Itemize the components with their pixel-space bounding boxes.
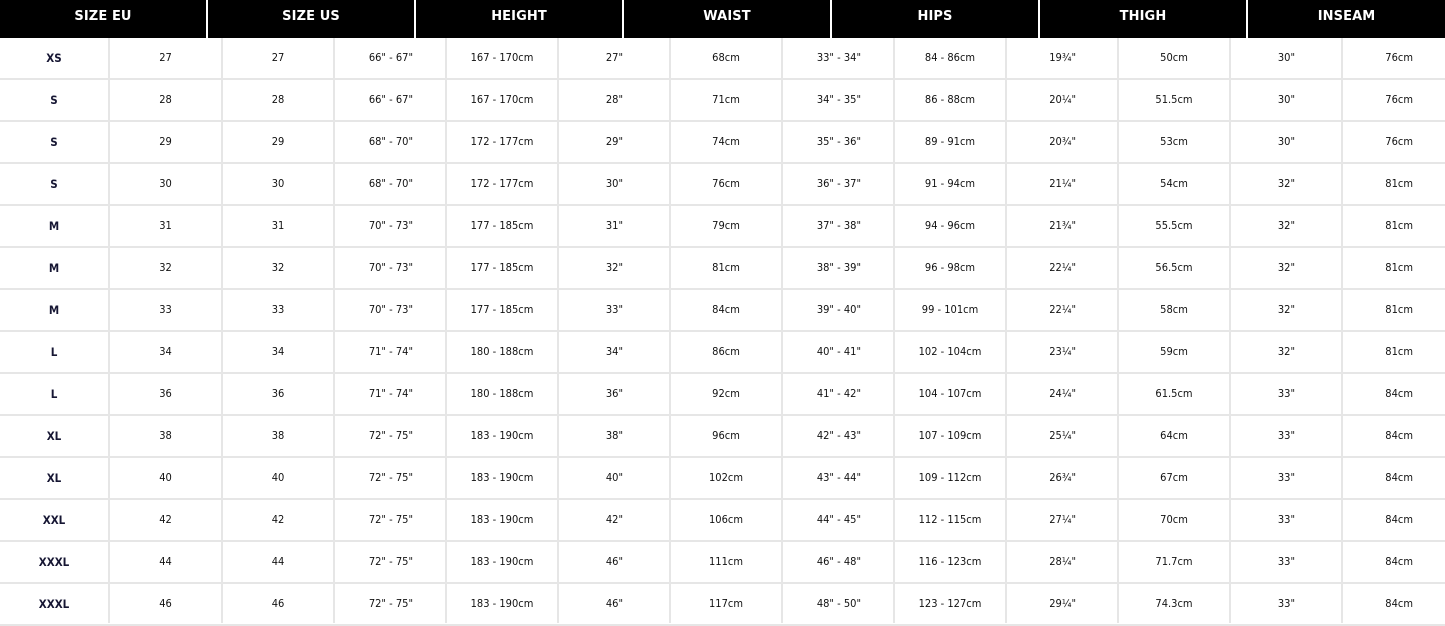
inseam-inches: 33" xyxy=(1277,471,1295,484)
waist-inches: 42" xyxy=(605,513,623,526)
hips-inches: 46" - 48" xyxy=(816,555,861,568)
height-inches: 70" - 73" xyxy=(368,261,413,274)
waist-inches: 34" xyxy=(605,345,623,358)
inseam-inches: 30" xyxy=(1277,93,1295,106)
inseam-cm: 76cm xyxy=(1385,51,1413,64)
size-label: M xyxy=(48,219,60,233)
thigh-inches: 25¼" xyxy=(1049,429,1076,442)
us-size: 30 xyxy=(271,177,285,190)
height-inches: 70" - 73" xyxy=(368,219,413,232)
height-inches: 70" - 73" xyxy=(368,303,413,316)
waist-inches: 27" xyxy=(605,51,623,64)
inseam-inches: 32" xyxy=(1277,303,1295,316)
inseam-cm: 81cm xyxy=(1385,219,1413,232)
height-inches: 68" - 70" xyxy=(368,135,413,148)
hips-cm: 96 - 98cm xyxy=(924,261,976,274)
height-inches: 66" - 67" xyxy=(368,51,413,64)
header-height: HEIGHT xyxy=(491,9,547,24)
inseam-inches: 32" xyxy=(1277,261,1295,274)
height-inches: 71" - 74" xyxy=(368,387,413,400)
thigh-inches: 22¼" xyxy=(1049,303,1076,316)
waist-cm: 111cm xyxy=(708,555,743,568)
hips-cm: 84 - 86cm xyxy=(924,51,976,64)
eu-size: 27 xyxy=(159,51,172,64)
eu-size: 38 xyxy=(159,429,172,442)
inseam-cm: 76cm xyxy=(1385,135,1413,148)
thigh-inches: 21¾" xyxy=(1049,219,1076,232)
inseam-cm: 81cm xyxy=(1385,345,1413,358)
hips-inches: 40" - 41" xyxy=(816,345,861,358)
height-cm: 183 - 190cm xyxy=(470,471,534,484)
thigh-cm: 55.5cm xyxy=(1155,219,1193,232)
thigh-cm: 59cm xyxy=(1160,345,1188,358)
inseam-cm: 76cm xyxy=(1385,93,1413,106)
eu-size: 32 xyxy=(159,261,172,274)
table-row xyxy=(0,248,1445,288)
us-size: 31 xyxy=(271,219,285,232)
inseam-cm: 84cm xyxy=(1385,513,1413,526)
inseam-cm: 84cm xyxy=(1385,387,1413,400)
table-row xyxy=(0,164,1445,204)
size-label: L xyxy=(50,387,58,401)
table-row xyxy=(0,38,1445,78)
us-size: 44 xyxy=(271,555,285,568)
size-label: M xyxy=(48,303,60,317)
thigh-inches: 27¼" xyxy=(1049,513,1076,526)
thigh-cm: 70cm xyxy=(1160,513,1188,526)
eu-size: 44 xyxy=(159,555,172,568)
waist-inches: 38" xyxy=(605,429,623,442)
waist-inches: 36" xyxy=(605,387,623,400)
size-label: XXL xyxy=(42,513,66,527)
waist-cm: 117cm xyxy=(708,597,743,610)
waist-inches: 33" xyxy=(605,303,623,316)
thigh-cm: 53cm xyxy=(1160,135,1188,148)
hips-cm: 116 - 123cm xyxy=(918,555,982,568)
eu-size: 29 xyxy=(159,135,172,148)
inseam-cm: 81cm xyxy=(1385,303,1413,316)
height-cm: 183 - 190cm xyxy=(470,597,534,610)
waist-cm: 74cm xyxy=(712,135,740,148)
eu-size: 30 xyxy=(159,177,172,190)
waist-inches: 30" xyxy=(605,177,623,190)
inseam-inches: 32" xyxy=(1277,219,1295,232)
hips-inches: 37" - 38" xyxy=(816,219,861,232)
thigh-inches: 24¼" xyxy=(1049,387,1076,400)
thigh-inches: 19¾" xyxy=(1049,51,1076,64)
inseam-inches: 32" xyxy=(1277,177,1295,190)
thigh-inches: 22¼" xyxy=(1049,261,1076,274)
size-label: M xyxy=(48,261,60,275)
height-inches: 66" - 67" xyxy=(368,93,413,106)
inseam-inches: 33" xyxy=(1277,555,1295,568)
inseam-inches: 33" xyxy=(1277,429,1295,442)
table-header xyxy=(0,0,1445,38)
eu-size: 31 xyxy=(159,219,172,232)
hips-cm: 94 - 96cm xyxy=(924,219,976,232)
waist-inches: 31" xyxy=(605,219,623,232)
size-label: S xyxy=(50,177,58,191)
header-inseam: INSEAM xyxy=(1317,9,1376,24)
table-row xyxy=(0,374,1445,414)
waist-cm: 79cm xyxy=(712,219,740,232)
hips-cm: 112 - 115cm xyxy=(918,513,982,526)
height-cm: 172 - 177cm xyxy=(470,135,534,148)
table-row xyxy=(0,122,1445,162)
us-size: 27 xyxy=(271,51,285,64)
us-size: 32 xyxy=(271,261,285,274)
thigh-cm: 58cm xyxy=(1160,303,1188,316)
waist-inches: 46" xyxy=(605,597,623,610)
height-inches: 71" - 74" xyxy=(368,345,413,358)
table-row xyxy=(0,584,1445,624)
header-size-us: SIZE US xyxy=(282,9,340,24)
hips-cm: 104 - 107cm xyxy=(918,387,982,400)
hips-cm: 99 - 101cm xyxy=(921,303,979,316)
hips-cm: 102 - 104cm xyxy=(918,345,982,358)
height-inches: 68" - 70" xyxy=(368,177,413,190)
hips-cm: 109 - 112cm xyxy=(918,471,982,484)
inseam-inches: 33" xyxy=(1277,597,1295,610)
thigh-cm: 71.7cm xyxy=(1155,555,1193,568)
height-cm: 172 - 177cm xyxy=(470,177,534,190)
table-row xyxy=(0,458,1445,498)
us-size: 29 xyxy=(271,135,285,148)
hips-inches: 41" - 42" xyxy=(816,387,861,400)
waist-inches: 32" xyxy=(605,261,623,274)
waist-cm: 81cm xyxy=(712,261,740,274)
waist-cm: 106cm xyxy=(708,513,743,526)
inseam-inches: 32" xyxy=(1277,345,1295,358)
height-cm: 183 - 190cm xyxy=(470,429,534,442)
size-label: XXXL xyxy=(38,555,70,569)
inseam-cm: 81cm xyxy=(1385,261,1413,274)
inseam-cm: 84cm xyxy=(1385,597,1413,610)
table-row xyxy=(0,332,1445,372)
thigh-inches: 29¼" xyxy=(1049,597,1076,610)
header-thigh: THIGH xyxy=(1119,9,1167,24)
us-size: 36 xyxy=(271,387,285,400)
waist-cm: 92cm xyxy=(712,387,740,400)
us-size: 33 xyxy=(271,303,285,316)
height-inches: 72" - 75" xyxy=(368,471,413,484)
table-row xyxy=(0,542,1445,582)
hips-inches: 39" - 40" xyxy=(816,303,861,316)
size-label: XS xyxy=(46,51,62,65)
height-cm: 177 - 185cm xyxy=(470,303,534,316)
table-row xyxy=(0,206,1445,246)
header-waist: WAIST xyxy=(703,9,751,24)
inseam-cm: 84cm xyxy=(1385,429,1413,442)
size-label: XL xyxy=(46,429,62,443)
size-label: XL xyxy=(46,471,62,485)
thigh-inches: 28¼" xyxy=(1049,555,1076,568)
size-label: L xyxy=(50,345,58,359)
height-cm: 180 - 188cm xyxy=(470,387,534,400)
waist-inches: 28" xyxy=(605,93,623,106)
inseam-cm: 81cm xyxy=(1385,177,1413,190)
waist-cm: 84cm xyxy=(712,303,740,316)
header-size-eu: SIZE EU xyxy=(74,9,132,24)
waist-cm: 96cm xyxy=(712,429,740,442)
hips-inches: 34" - 35" xyxy=(816,93,861,106)
height-inches: 72" - 75" xyxy=(368,513,413,526)
waist-cm: 102cm xyxy=(708,471,743,484)
height-cm: 177 - 185cm xyxy=(470,219,534,232)
table-row xyxy=(0,290,1445,330)
thigh-inches: 20¾" xyxy=(1049,135,1076,148)
inseam-cm: 84cm xyxy=(1385,471,1413,484)
height-inches: 72" - 75" xyxy=(368,429,413,442)
thigh-inches: 26¾" xyxy=(1049,471,1076,484)
hips-cm: 91 - 94cm xyxy=(924,177,976,190)
hips-inches: 33" - 34" xyxy=(816,51,861,64)
hips-inches: 38" - 39" xyxy=(816,261,861,274)
waist-cm: 76cm xyxy=(712,177,740,190)
height-cm: 177 - 185cm xyxy=(470,261,534,274)
us-size: 42 xyxy=(271,513,285,526)
size-label: XXXL xyxy=(38,597,70,611)
table-row xyxy=(0,500,1445,540)
thigh-inches: 20¼" xyxy=(1049,93,1076,106)
eu-size: 33 xyxy=(159,303,172,316)
header-hips: HIPS xyxy=(917,9,953,24)
waist-cm: 71cm xyxy=(712,93,740,106)
inseam-cm: 84cm xyxy=(1385,555,1413,568)
thigh-cm: 56.5cm xyxy=(1155,261,1193,274)
us-size: 38 xyxy=(271,429,285,442)
us-size: 46 xyxy=(271,597,285,610)
hips-inches: 35" - 36" xyxy=(816,135,861,148)
thigh-inches: 21¼" xyxy=(1049,177,1076,190)
hips-inches: 44" - 45" xyxy=(816,513,861,526)
height-inches: 72" - 75" xyxy=(368,555,413,568)
thigh-cm: 64cm xyxy=(1160,429,1188,442)
waist-cm: 86cm xyxy=(712,345,740,358)
eu-size: 46 xyxy=(159,597,172,610)
thigh-cm: 50cm xyxy=(1160,51,1188,64)
thigh-cm: 61.5cm xyxy=(1155,387,1193,400)
height-cm: 167 - 170cm xyxy=(470,51,534,64)
thigh-cm: 51.5cm xyxy=(1155,93,1193,106)
hips-cm: 123 - 127cm xyxy=(918,597,982,610)
hips-inches: 43" - 44" xyxy=(816,471,861,484)
hips-inches: 42" - 43" xyxy=(816,429,861,442)
us-size: 40 xyxy=(271,471,285,484)
table-row xyxy=(0,416,1445,456)
eu-size: 28 xyxy=(159,93,172,106)
inseam-inches: 30" xyxy=(1277,51,1295,64)
hips-inches: 48" - 50" xyxy=(816,597,861,610)
height-cm: 180 - 188cm xyxy=(470,345,534,358)
height-cm: 183 - 190cm xyxy=(470,555,534,568)
thigh-cm: 54cm xyxy=(1160,177,1188,190)
us-size: 34 xyxy=(271,345,285,358)
thigh-cm: 74.3cm xyxy=(1155,597,1193,610)
waist-inches: 40" xyxy=(605,471,623,484)
table-row xyxy=(0,80,1445,120)
waist-inches: 29" xyxy=(605,135,623,148)
eu-size: 40 xyxy=(159,471,172,484)
inseam-inches: 33" xyxy=(1277,387,1295,400)
thigh-cm: 67cm xyxy=(1160,471,1188,484)
height-cm: 183 - 190cm xyxy=(470,513,534,526)
size-label: S xyxy=(50,93,58,107)
eu-size: 36 xyxy=(159,387,172,400)
thigh-inches: 23¼" xyxy=(1049,345,1076,358)
hips-cm: 107 - 109cm xyxy=(918,429,982,442)
waist-inches: 46" xyxy=(605,555,623,568)
us-size: 28 xyxy=(271,93,285,106)
size-label: S xyxy=(50,135,58,149)
hips-inches: 36" - 37" xyxy=(816,177,861,190)
height-cm: 167 - 170cm xyxy=(470,93,534,106)
waist-cm: 68cm xyxy=(712,51,740,64)
inseam-inches: 30" xyxy=(1277,135,1295,148)
hips-cm: 86 - 88cm xyxy=(924,93,976,106)
height-inches: 72" - 75" xyxy=(368,597,413,610)
inseam-inches: 33" xyxy=(1277,513,1295,526)
hips-cm: 89 - 91cm xyxy=(924,135,976,148)
eu-size: 42 xyxy=(159,513,172,526)
eu-size: 34 xyxy=(159,345,172,358)
